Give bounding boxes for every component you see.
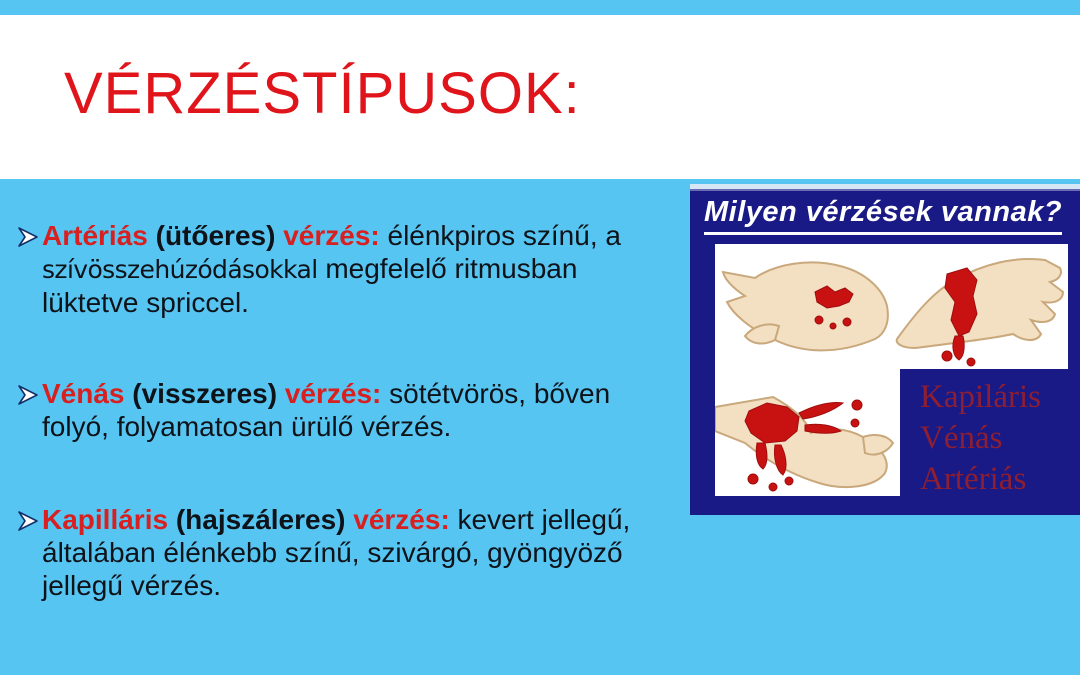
bullet-keyword: vérzés: [284,378,382,409]
figure-label-kapilaris: Kapiláris [920,379,1041,415]
bullet-desc-condensed: szívösszehúzódásokkal [42,255,318,284]
bullet-term: Kapilláris [42,504,169,535]
bullet-paren: (ütőeres) [155,220,276,251]
bullet-keyword: vérzés: [353,504,450,535]
bullet-desc: sötétvörös, bőven folyó, folyamatosan ürülő vérzés. [42,378,611,442]
bullet-desc: élénkpiros színű, a [379,220,621,251]
figure-top-edge-line [690,189,1080,191]
arrowhead-bullet-icon [16,381,40,405]
bullet-keyword: vérzés: [283,220,380,251]
arrowhead-bullet-icon [16,507,40,531]
bullet-paren: (visszeres) [132,378,278,409]
bullet-term: Vénás [42,378,125,409]
slide-title: VÉRZÉSTÍPUSOK: [64,61,581,126]
figure-labels [920,377,1041,500]
top-accent-bar [0,0,1080,15]
hands-illustration [715,244,1068,369]
wrist-illustration [715,369,900,496]
bullet-arterial [16,219,662,319]
bleeding-types-figure [690,184,1080,515]
figure-label-venas: Vénás [920,420,1003,456]
bullet-capillary [16,503,667,602]
bullet-venous [16,377,642,443]
bullet-term: Artériás [42,220,148,251]
figure-title: Milyen vérzések vannak? [704,196,1062,235]
bullet-paren: (hajszáleres) [175,504,346,535]
arrowhead-bullet-icon [16,223,40,247]
title-band [0,15,1080,179]
bullet-desc: kevert jellegű, általában élénkebb színű, szivárgó, gyöngyöző jellegű vérzés. [42,504,631,601]
figure-label-arterias: Artériás [920,461,1027,497]
bullet-desc-tail: megfelelő ritmusban lüktetve spriccel. [42,253,578,318]
